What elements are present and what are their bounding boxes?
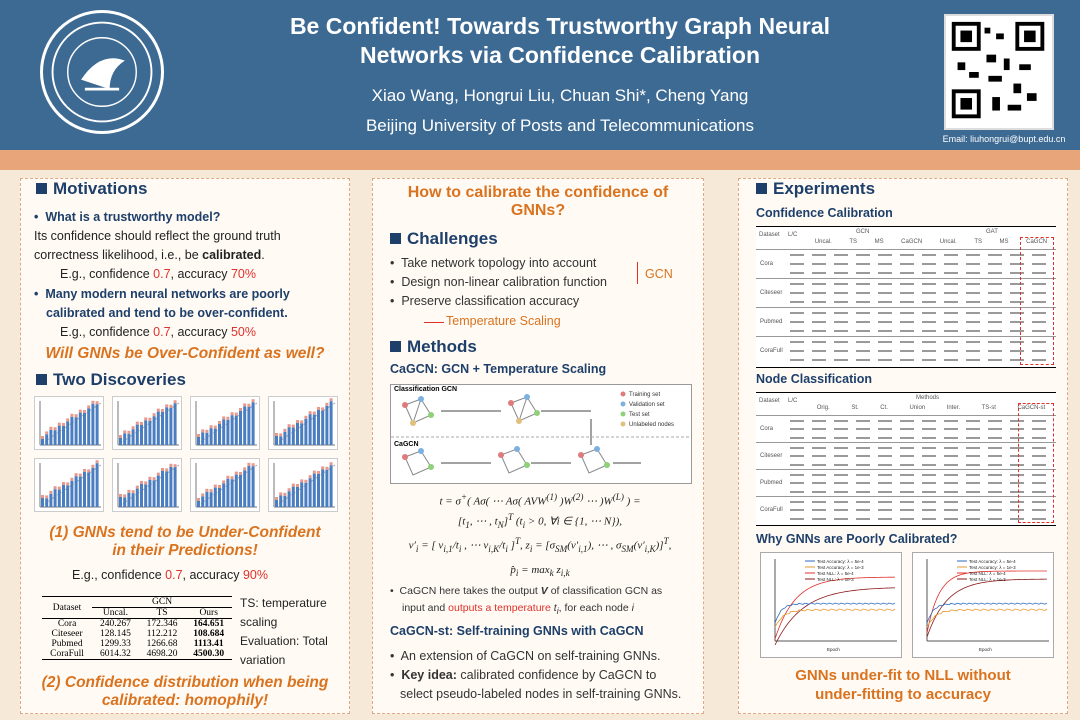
st-point-1: • An extension of CaGCN on self-training GNNs. (390, 649, 661, 663)
finding-2: (2) Confidence distribution when being calibrated: homophily! (41, 674, 329, 709)
table-row: CoraFull (756, 336, 1056, 366)
formula-confidence: $p̂_i = \max_k z_{i,k}$ (510, 564, 570, 579)
example-3: E.g., confidence 0.7, accuracy 90% (72, 568, 269, 582)
qr-code-icon (944, 14, 1054, 130)
table-row: Cora (756, 249, 1056, 279)
formula-temperature: t = σ+( Aσ( ⋯ Aσ( AVW$^{(1)}$ )$W^{(2)}$ ⋯ )$W^{(L)}$ ) = (439, 492, 641, 508)
reliability-diagram (268, 458, 338, 512)
confidence-calibration-table: Dataset L/C GCN GAT Uncal. TS MS CaGCN Uncal. TS MS CaGCN Cora Citeseer Pubmed CoraFull (756, 226, 1056, 368)
training-curve-plot (760, 552, 902, 658)
table-row: CoraFull (756, 496, 1056, 524)
table-row: Citeseer (756, 278, 1056, 308)
motivation-q2: • Many modern neural networks are poorly (34, 287, 290, 301)
example-2: E.g., confidence 0.7, accuracy 50% (60, 325, 257, 339)
challenge-2: • Design non-linear calibration function (390, 275, 608, 289)
university-logo-icon (40, 10, 164, 134)
svg-text:Unlabeled nodes: Unlabeled nodes (629, 422, 675, 428)
table-notes: TS: temperature scaling Evaluation: Total variation (240, 596, 328, 667)
cagcn-architecture-diagram: Classification GCN CaGCN Training set Validation set Test set Unlabeled nodes (390, 384, 692, 484)
reliability-diagram (112, 458, 182, 512)
table-row: Cora 240.267 172.346 164.651 (57, 619, 225, 629)
node-classification-table: Dataset L/C Methods Orig. St. Ct. Union Inter. TS-st CaGCN-st Cora Citeseer Pubmed CoraFull (756, 392, 1056, 526)
section-methods: Methods (390, 337, 477, 357)
svg-text:Epoch: Epoch (979, 647, 992, 652)
st-point-2b: select pseudo-labeled nodes in self-training GNNs. (400, 687, 682, 701)
why-title: Why GNNs are Poorly Calibrated? (756, 532, 958, 546)
challenge-3: • Preserve classification accuracy (390, 294, 580, 308)
st-point-2: • Key idea: calibrated confidence by CaGCN to (390, 668, 657, 682)
reliability-diagram (34, 396, 104, 450)
formula-scaled-logits: $v'_i$ = [ $v_{i,1}/t_i$ , ⋯ $v_{i,K}/t_i$ ]$^T$, $z_i = [\sigma_{SM}(v'_{i,1})$, ⋯ , $\sigma_{SM}(v'_{i,K})]^T$, (408, 536, 672, 554)
challenge-1: • Take network topology into account (390, 256, 597, 270)
gcn-label: GCN (645, 267, 673, 281)
ts-bracket (424, 318, 444, 323)
how-to-calibrate: How to calibrate the confidence of GNNs? (407, 184, 669, 219)
over-confident-question: Will GNNs be Over-Confident as well? (45, 345, 325, 362)
total-variation-table: Dataset GCN Uncal. TS Ours Cora 240.267 172.346 164.651 Citeseer 128.145 112.212 108.684 Pubmed 1299.33 1266.68 1113.41 CoraFull 6014.32 4698.20 4500.30 (42, 596, 232, 660)
gcn-bracket (637, 262, 642, 284)
conclusion: GNNs under-fit to NLL without under-fitting to accuracy (795, 667, 1011, 703)
authors: Xiao Wang, Hongrui Liu, Chuan Shi*, Cheng Yang (371, 86, 749, 105)
svg-text:Test Accuracy: λ = 1e-3: Test Accuracy: λ = 1e-3 (817, 565, 864, 570)
table-row: Citeseer (756, 442, 1056, 470)
svg-text:Epoch: Epoch (827, 647, 840, 652)
cagcn-title: CaGCN: GCN + Temperature Scaling (390, 362, 607, 376)
svg-text:Test NLL: λ = 5e-4: Test NLL: λ = 5e-4 (969, 571, 1006, 576)
svg-text:Test NLL: λ = 1e-3: Test NLL: λ = 1e-3 (817, 577, 854, 582)
motivation-p1b: correctness likelihood, i.e., be calibrated. (34, 248, 265, 262)
training-curve-plot (912, 552, 1054, 658)
node-classification-title: Node Classification (756, 372, 872, 386)
reliability-diagram (34, 458, 104, 512)
table-row: Citeseer 128.145 112.212 108.684 (51, 629, 225, 639)
email: Email: liuhongrui@bupt.edu.cn (942, 134, 1066, 144)
reliability-diagram (190, 396, 260, 450)
example-1: E.g., confidence 0.7, accuracy 70% (60, 267, 257, 281)
table-row: Pubmed (756, 307, 1056, 337)
reliability-diagram (268, 396, 338, 450)
section-motivations: Motivations (36, 179, 147, 199)
table-row: Pubmed 1299.33 1266.68 1113.41 (51, 639, 224, 649)
section-two-discoveries: Two Discoveries (36, 370, 186, 390)
reliability-diagram (190, 458, 260, 512)
orange-bar (0, 150, 1080, 170)
cagcn-st-title: CaGCN-st: Self-training GNNs with CaGCN (390, 624, 644, 638)
reliability-diagram (112, 396, 182, 450)
svg-text:Validation set: Validation set (629, 402, 665, 408)
finding-1: (1) GNNs tend to be Under-Confident in their Predictions! (49, 524, 321, 559)
confidence-calibration-title: Confidence Calibration (756, 206, 893, 220)
svg-text:Test NLL: λ = 1e-3: Test NLL: λ = 1e-3 (969, 577, 1006, 582)
ts-label: Temperature Scaling (446, 314, 561, 328)
table-row: Cora (756, 415, 1056, 443)
motivation-p1a: Its confidence should reflect the ground truth (34, 229, 281, 243)
formula-temperature-b: [$t_1$, ⋯ , $t_N]^T$ ($t_i > 0$, ∀i ∈ {1, ⋯ N}), (457, 512, 623, 530)
affiliation: Beijing University of Posts and Telecommunications (365, 116, 755, 135)
poster-title: Be Confident! Towards Trustworthy Graph Neural Networks via Confidence Calibration (289, 13, 831, 68)
motivation-q1: • What is a trustworthy model? (34, 210, 221, 224)
table-row: Pubmed (756, 469, 1056, 497)
svg-text:Training set: Training set (629, 392, 661, 398)
svg-text:Test Accuracy: λ = 5e-4: Test Accuracy: λ = 5e-4 (817, 559, 864, 564)
svg-text:Test Accuracy: λ = 1e-3: Test Accuracy: λ = 1e-3 (969, 565, 1016, 570)
svg-text:Test set: Test set (629, 412, 650, 418)
svg-text:Test NLL: λ = 5e-4: Test NLL: λ = 5e-4 (817, 571, 854, 576)
table-row: CoraFull 6014.32 4698.20 4500.30 (42, 649, 232, 660)
motivation-q2b: calibrated and tend to be over-confident. (46, 306, 288, 320)
section-challenges: Challenges (390, 229, 498, 249)
svg-text:Test Accuracy: λ = 5e-4: Test Accuracy: λ = 5e-4 (969, 559, 1016, 564)
cagcn-note: • CaGCN here takes the output V of classification GCN as input and outputs a temperature $t_i$, for each node i (390, 585, 663, 617)
section-experiments: Experiments (756, 179, 875, 199)
